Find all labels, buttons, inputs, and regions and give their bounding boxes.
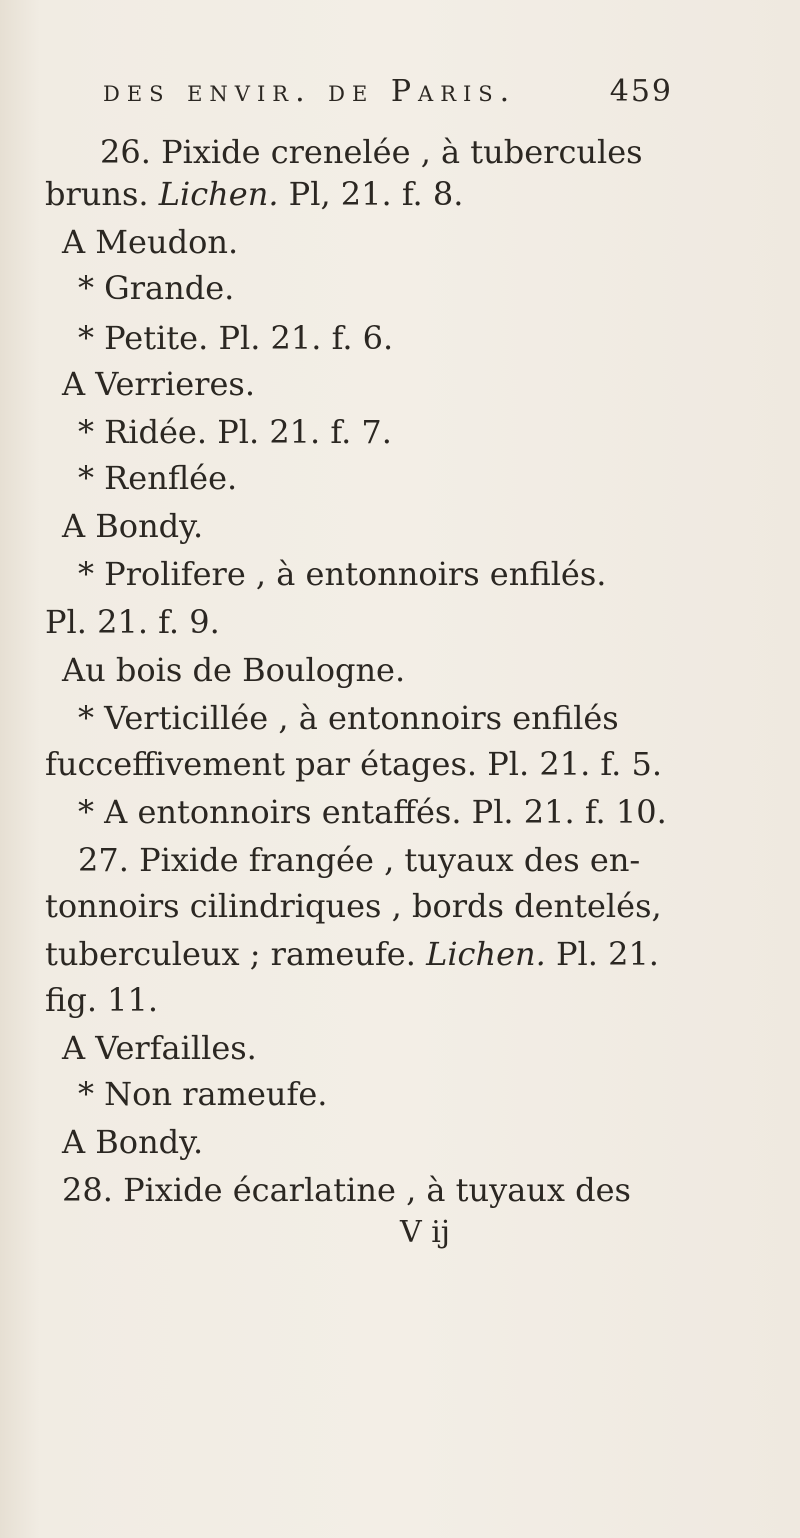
text-line: [45, 172, 463, 216]
text-span: Pl. 21.: [545, 935, 659, 973]
running-title: des envir. de Paris.: [103, 74, 517, 109]
text-line: [45, 932, 659, 976]
text-line: * Ridée. Pl. 21. f. 7.: [78, 413, 392, 451]
text-line: * Petite. Pl. 21. f. 6.: [78, 319, 394, 357]
text-line: * Verticillée , à entonnoirs enfilés: [78, 699, 619, 737]
text-span: Pl, 21. f. 8.: [278, 175, 464, 213]
text-span: bruns.: [45, 175, 159, 213]
italic-genus: Lichen.: [158, 175, 279, 213]
text-line: 28. Pixide écarlatine , à tuyaux des: [62, 1171, 631, 1209]
text-line: * Prolifere , à entonnoirs enfilés.: [78, 555, 607, 593]
text-line: * Non rameufe.: [78, 1075, 328, 1113]
signature-mark: V ij: [400, 1215, 451, 1250]
text-line: A Verfailles.: [62, 1029, 257, 1067]
text-line: 26. Pixide crenelée , à tubercules: [100, 133, 643, 171]
page-header: [103, 74, 683, 118]
text-line: * A entonnoirs entaffés. Pl. 21. f. 10.: [78, 793, 667, 831]
text-line: tonnoirs cilindriques , bords dentelés,: [45, 887, 662, 925]
text-line: A Bondy.: [62, 1123, 204, 1161]
text-line: * Renflée.: [78, 459, 238, 497]
text-line: A Verrieres.: [62, 365, 255, 403]
italic-genus: Lichen.: [426, 935, 546, 973]
text-line: * Grande.: [78, 269, 235, 307]
text-line: 27. Pixide frangée , tuyaux des en-: [78, 841, 641, 879]
text-span: tuberculeux ; rameufe.: [45, 935, 427, 973]
text-line: Pl. 21. f. 9.: [45, 603, 220, 641]
text-line: Au bois de Boulogne.: [62, 651, 406, 689]
text-line: fig. 11.: [45, 981, 159, 1019]
text-line: A Bondy.: [62, 507, 204, 545]
page-number: 459: [609, 74, 673, 109]
text-line: fucceffivement par étages. Pl. 21. f. 5.: [45, 745, 662, 783]
text-line: A Meudon.: [62, 223, 239, 261]
